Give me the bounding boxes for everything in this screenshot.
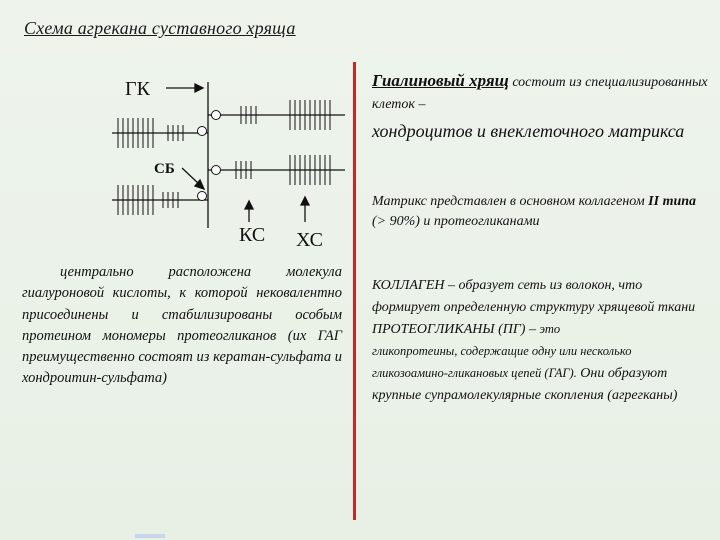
proteoglycan-monomer [112,185,208,215]
description-first-word: центрально [60,264,134,280]
arrow-ks [245,201,253,222]
matrix-text: Матрикс представлен в основном коллагеном II типа (> 90%) и протеогликанами [372,194,697,229]
aggrecan-description [22,262,342,390]
page-title: Схема агрекана суставного хряща [24,18,296,38]
bottom-decoration [135,534,165,538]
proteoglycan-monomer [208,155,345,185]
aggrecan-diagram [0,0,360,260]
description-body: расположена молекула гиалуроновой кислоты, к которой нековалентно присоединены и стабилизированы особым протеином мономеры протеогликанов (их ГАГ преимущественно состоят из кератан-сульфата и хондроитин-сульфата) [22,264,342,387]
label-ks: КС [239,224,266,246]
label-sb: СБ [154,161,175,177]
arrow-gk [166,84,203,92]
collagen-proteoglycans-text: КОЛЛАГЕН – образует сеть из волокон, что формирует определенную структуру хрящевой ткани ПРОТЕОГЛИКАНЫ (ПГ) – это гликопротеины, содержащие одну или несколько гликозоамино-гликановых цепей (ГАГ). Они образуют крупные супрамолекулярные скопления (агрегканы) [372,278,696,403]
hyaline-cartilage-text: Гиалиновый хрящ состоит из специализированных клеток – хондроцитов и внеклеточного матрикса [372,71,708,141]
proteoglycan-monomer [112,118,208,148]
label-xs: ХС [296,229,324,251]
arrow-sb [182,168,204,189]
arrow-xs [301,197,309,222]
red-divider [353,62,356,520]
hyaline-cartilage-heading: Гиалиновый хрящ [372,71,509,90]
label-gk: ГК [125,78,150,100]
proteoglycan-monomer [208,100,345,130]
